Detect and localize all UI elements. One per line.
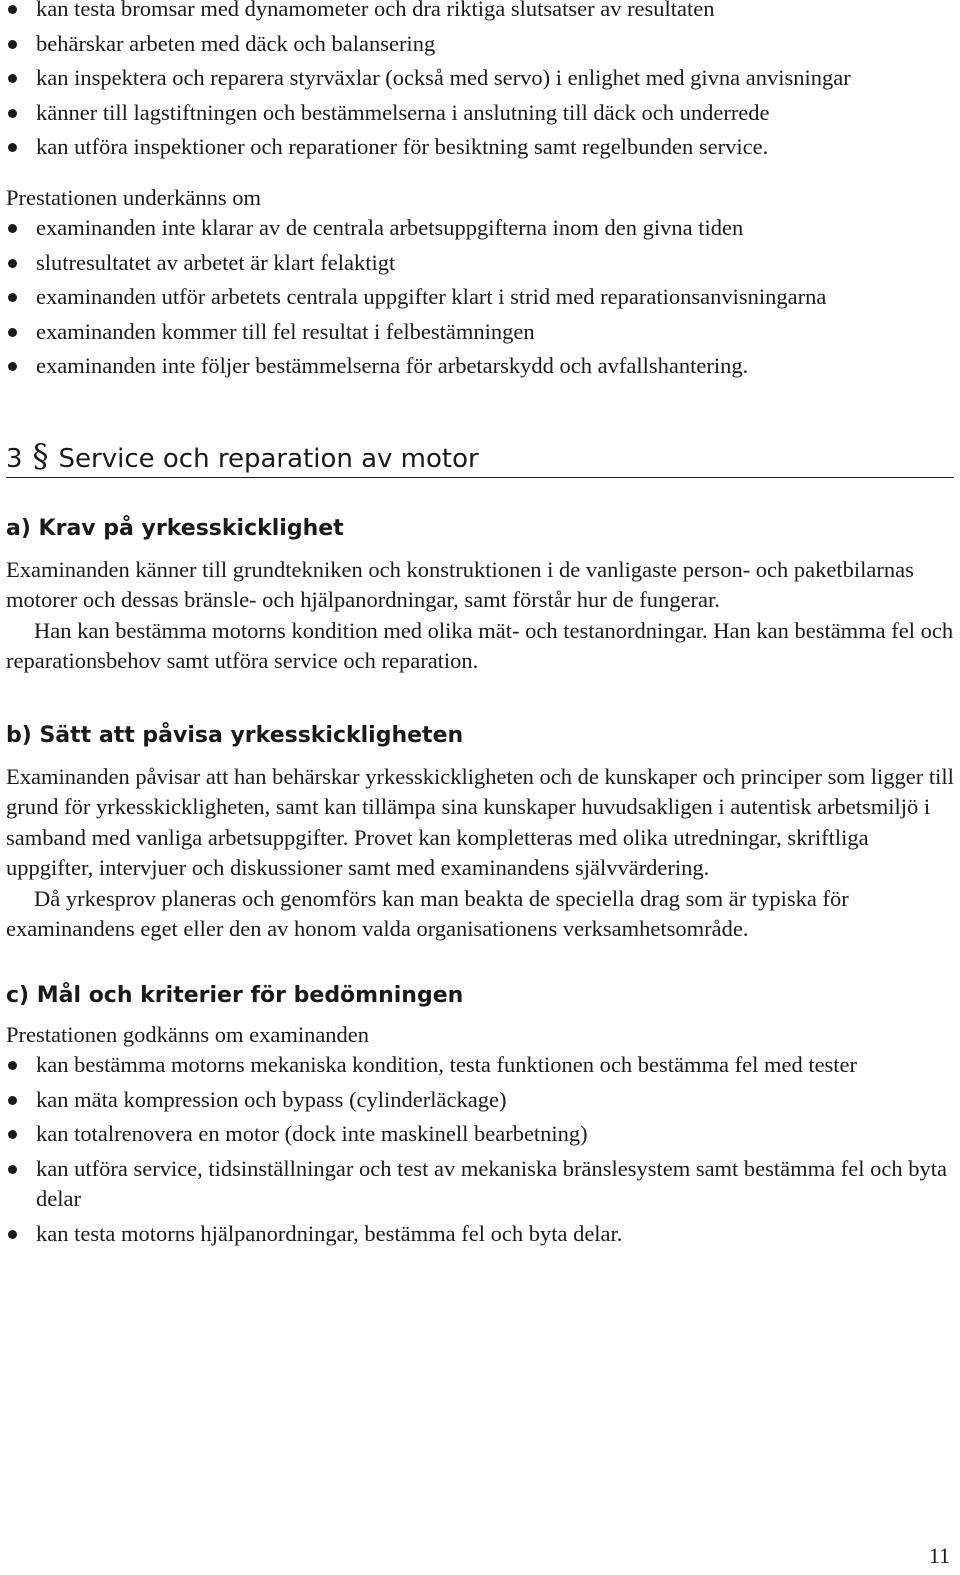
page-number: 11 — [928, 1543, 950, 1568]
list-item-text: examinanden kommer till fel resultat i felbestämningen — [36, 318, 535, 344]
section-title: Service och reparation av motor — [58, 443, 479, 474]
list-item-text: kan testa bromsar med dynamometer och dra riktiga slutsatser av resultaten — [36, 0, 715, 21]
list-item-text: känner till lagstiftningen och bestämmelserna i anslutning till däck och underrede — [36, 99, 770, 125]
list-item — [6, 98, 954, 129]
bullet-icon — [8, 109, 17, 118]
bullet-icon — [8, 1130, 17, 1139]
subheading-b: b) Sätt att påvisa yrkesskickligheten — [6, 722, 464, 748]
list-item-text: behärskar arbeten med däck och balansering — [36, 30, 436, 56]
list-item — [6, 132, 954, 163]
bullet-list-pass-criteria — [6, 1050, 954, 1249]
bullet-icon — [8, 74, 17, 83]
subheading-c: c) Mål och kriterier för bedömningen — [6, 982, 464, 1008]
list-item — [6, 1119, 954, 1150]
subheading-a: a) Krav på yrkesskicklighet — [6, 515, 344, 541]
list-item — [6, 29, 954, 60]
bullet-icon — [8, 328, 17, 337]
bullet-icon — [8, 1096, 17, 1105]
list-item-text: slutresultatet av arbetet är klart felaktigt — [36, 249, 396, 275]
list-item-text: kan testa motorns hjälpanordningar, bestämma fel och byta delar. — [36, 1220, 623, 1246]
list-item-text: kan inspektera och reparera styrväxlar (också med servo) i enlighet med givna anvisningar — [36, 65, 851, 90]
bullet-icon — [8, 362, 17, 371]
paragraph: Examinanden känner till grundtekniken och konstruktionen i de vanligaste person- och paketbilarnas motorer och dessas bränsle- och hjälpanordningar, samt förstår hur de fungerar. — [6, 556, 914, 612]
list-item-text: kan utföra inspektioner och reparationer för besiktning samt regelbunden service. — [36, 134, 769, 159]
bullet-list-tires-chassis — [6, 0, 954, 163]
godkanns-intro: Prestationen godkänns om examinanden — [6, 1021, 370, 1047]
section-sign: § — [32, 436, 49, 475]
paragraph: Han kan bestämma motorns kondition med olika mät- och testanordningar. Han kan bestämma fel och reparationsbehov samt utföra service och reparation. — [6, 617, 954, 673]
underkanns-intro: Prestationen underkänns om — [6, 184, 261, 210]
bullet-icon — [8, 1165, 17, 1174]
section-heading — [6, 436, 954, 478]
list-item — [6, 0, 954, 25]
list-item — [6, 248, 954, 279]
bullet-icon — [8, 5, 17, 14]
list-item — [6, 282, 954, 313]
list-item-text: examinanden inte klarar av de centrala arbetsuppgifterna inom den givna tiden — [36, 215, 744, 240]
section-number: 3 — [6, 443, 23, 474]
bullet-icon — [8, 224, 17, 233]
paragraph: Examinanden påvisar att han behärskar yrkesskickligheten och de kunskaper och principer som ligger till grund för yrkesskickligheten, samt kan tillämpa sina kunskaper huvudsakligen i autentisk arbetsmiljö i samband med vanliga arbetsuppgifter. Provet kan kompletteras med olika utredningar, skriftliga uppgifter, intervjuer och diskussioner samt med examinandens självvärdering. — [6, 763, 954, 880]
list-item — [6, 213, 954, 244]
bullet-list-failure-criteria — [6, 213, 954, 382]
bullet-icon — [8, 259, 17, 268]
list-item — [6, 1219, 954, 1250]
bullet-icon — [8, 1230, 17, 1239]
document-page — [6, 0, 954, 1253]
bullet-icon — [8, 1061, 17, 1070]
list-item-text: kan utföra service, tidsinställningar och test av mekaniska bränslesystem samt bestämma fel och byta delar — [36, 1155, 947, 1211]
list-item-text: examinanden inte följer bestämmelserna för arbetarskydd och avfallshantering. — [36, 353, 749, 378]
list-item-text: examinanden utför arbetets centrala uppgifter klart i strid med reparationsanvisningarna — [36, 284, 827, 309]
bullet-icon — [8, 143, 17, 152]
bullet-icon — [8, 40, 17, 49]
list-item — [6, 317, 954, 348]
bullet-icon — [8, 293, 17, 302]
list-item — [6, 1154, 954, 1215]
list-item-text: kan bestämma motorns mekaniska kondition, testa funktionen och bestämma fel med tester — [36, 1052, 858, 1077]
paragraph: Då yrkesprov planeras och genomförs kan man beakta de speciella drag som är typiska för examinandens eget eller den av honom valda organisationens verksamhetsområde. — [6, 885, 849, 941]
list-item — [6, 1085, 954, 1116]
list-item — [6, 1050, 954, 1081]
list-item — [6, 63, 954, 94]
list-item-text: kan totalrenovera en motor (dock inte maskinell bearbetning) — [36, 1121, 588, 1146]
list-item-text: kan mäta kompression och bypass (cylinderläckage) — [36, 1086, 507, 1112]
list-item — [6, 351, 954, 382]
